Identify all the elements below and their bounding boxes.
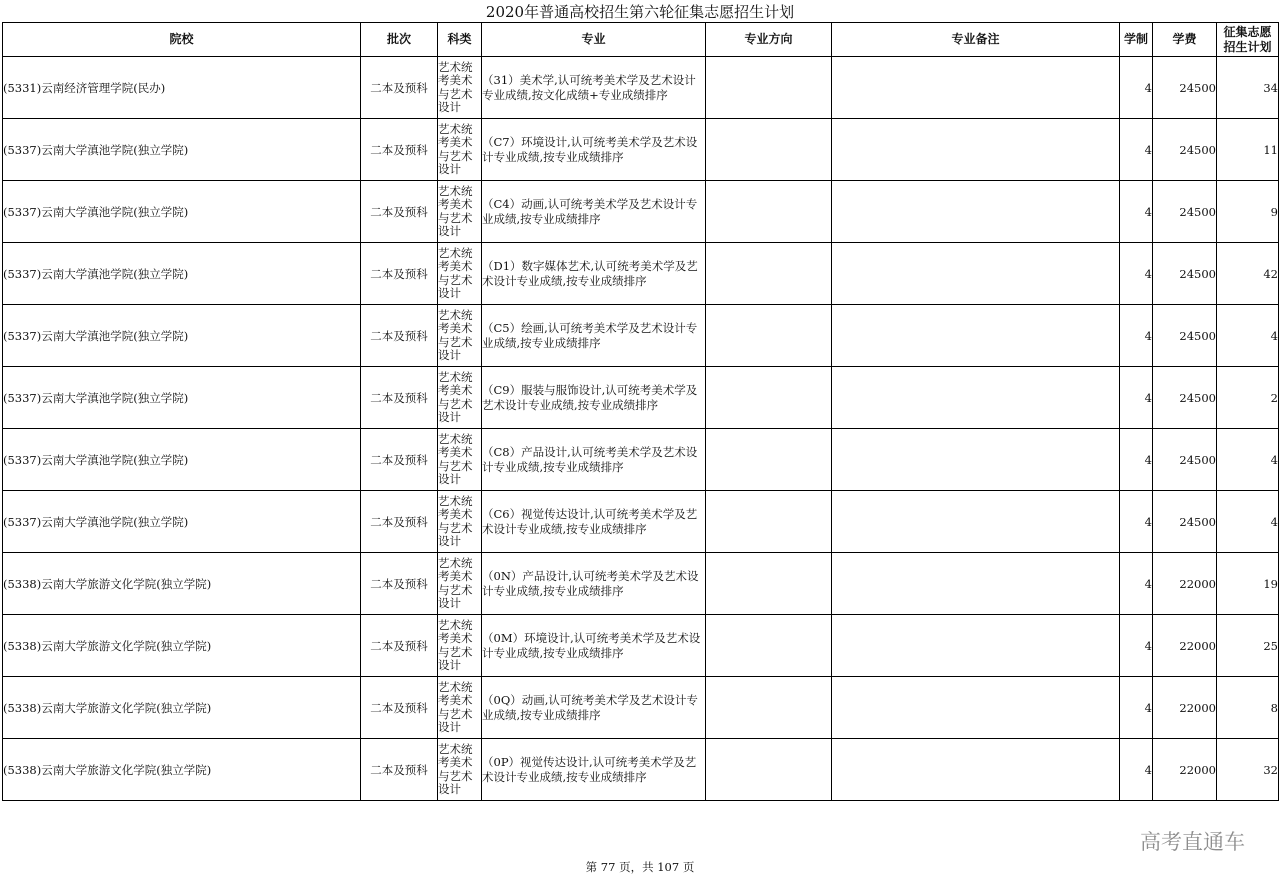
cell-fee: 22000	[1153, 615, 1217, 677]
header-category: 科类	[438, 23, 482, 57]
cell-category: 艺术统考美术与艺术设计	[438, 367, 482, 429]
cell-duration: 4	[1120, 119, 1153, 181]
table-row	[3, 57, 1279, 119]
cell-direction	[706, 367, 832, 429]
cell-batch: 二本及预科	[361, 243, 438, 305]
cell-remarks	[832, 119, 1120, 181]
cell-major: （0P）视觉传达设计,认可统考美术学及艺术设计专业成绩,按专业成绩排序	[482, 739, 706, 801]
page-footer: 第 77 页，共 107 页	[585, 860, 695, 874]
cell-remarks	[832, 677, 1120, 739]
cell-duration: 4	[1120, 243, 1153, 305]
cell-batch: 二本及预科	[361, 553, 438, 615]
cell-remarks	[832, 305, 1120, 367]
cell-direction	[706, 305, 832, 367]
header-quota-line2: 招生计划	[1223, 39, 1272, 54]
cell-batch: 二本及预科	[361, 677, 438, 739]
cell-batch: 二本及预科	[361, 305, 438, 367]
cell-batch: 二本及预科	[361, 429, 438, 491]
cell-duration: 4	[1120, 677, 1153, 739]
cell-remarks	[832, 491, 1120, 553]
table-row	[3, 429, 1279, 491]
cell-quota: 4	[1217, 491, 1279, 553]
cell-category: 艺术统考美术与艺术设计	[438, 491, 482, 553]
cell-category: 艺术统考美术与艺术设计	[438, 243, 482, 305]
cell-school: (5331)云南经济管理学院(民办)	[3, 57, 361, 119]
cell-fee: 24500	[1153, 305, 1217, 367]
cell-quota: 19	[1217, 553, 1279, 615]
cell-duration: 4	[1120, 305, 1153, 367]
cell-batch: 二本及预科	[361, 491, 438, 553]
header-quota	[1217, 23, 1279, 57]
cell-remarks	[832, 739, 1120, 801]
cell-batch: 二本及预科	[361, 615, 438, 677]
cell-remarks	[832, 367, 1120, 429]
cell-quota: 25	[1217, 615, 1279, 677]
cell-school: (5337)云南大学滇池学院(独立学院)	[3, 119, 361, 181]
cell-category: 艺术统考美术与艺术设计	[438, 615, 482, 677]
cell-quota: 32	[1217, 739, 1279, 801]
cell-school: (5338)云南大学旅游文化学院(独立学院)	[3, 615, 361, 677]
watermark-logo-text: 高考直通车	[1140, 830, 1245, 854]
table-row	[3, 739, 1279, 801]
cell-direction	[706, 57, 832, 119]
cell-remarks	[832, 181, 1120, 243]
cell-remarks	[832, 57, 1120, 119]
cell-duration: 4	[1120, 57, 1153, 119]
cell-duration: 4	[1120, 367, 1153, 429]
table-header-row	[3, 23, 1279, 57]
cell-category: 艺术统考美术与艺术设计	[438, 119, 482, 181]
cell-duration: 4	[1120, 491, 1153, 553]
header-fee: 学费	[1153, 23, 1217, 57]
cell-fee: 22000	[1153, 739, 1217, 801]
header-duration: 学制	[1120, 23, 1153, 57]
admission-plan-table	[2, 22, 1279, 801]
cell-remarks	[832, 553, 1120, 615]
cell-quota: 2	[1217, 367, 1279, 429]
cell-direction	[706, 181, 832, 243]
cell-school: (5338)云南大学旅游文化学院(独立学院)	[3, 739, 361, 801]
cell-major: （C5）绘画,认可统考美术学及艺术设计专业成绩,按专业成绩排序	[482, 305, 706, 367]
table-row	[3, 305, 1279, 367]
cell-direction	[706, 429, 832, 491]
cell-batch: 二本及预科	[361, 367, 438, 429]
header-batch: 批次	[361, 23, 438, 57]
cell-fee: 24500	[1153, 491, 1217, 553]
cell-major: （D1）数字媒体艺术,认可统考美术学及艺术设计专业成绩,按专业成绩排序	[482, 243, 706, 305]
cell-batch: 二本及预科	[361, 57, 438, 119]
cell-duration: 4	[1120, 615, 1153, 677]
table-row	[3, 119, 1279, 181]
table-row	[3, 181, 1279, 243]
cell-remarks	[832, 243, 1120, 305]
cell-major: （C4）动画,认可统考美术学及艺术设计专业成绩,按专业成绩排序	[482, 181, 706, 243]
table-row	[3, 367, 1279, 429]
cell-direction	[706, 677, 832, 739]
cell-fee: 24500	[1153, 119, 1217, 181]
cell-category: 艺术统考美术与艺术设计	[438, 305, 482, 367]
header-quota-line1: 征集志愿	[1223, 24, 1272, 39]
cell-fee: 24500	[1153, 367, 1217, 429]
cell-major: （C7）环境设计,认可统考美术学及艺术设计专业成绩,按专业成绩排序	[482, 119, 706, 181]
cell-direction	[706, 491, 832, 553]
table-row	[3, 491, 1279, 553]
cell-quota: 4	[1217, 305, 1279, 367]
cell-duration: 4	[1120, 553, 1153, 615]
table-row	[3, 553, 1279, 615]
cell-fee: 24500	[1153, 57, 1217, 119]
cell-quota: 4	[1217, 429, 1279, 491]
cell-school: (5337)云南大学滇池学院(独立学院)	[3, 305, 361, 367]
cell-batch: 二本及预科	[361, 181, 438, 243]
cell-major: （0Q）动画,认可统考美术学及艺术设计专业成绩,按专业成绩排序	[482, 677, 706, 739]
cell-direction	[706, 243, 832, 305]
cell-major: （0M）环境设计,认可统考美术学及艺术设计专业成绩,按专业成绩排序	[482, 615, 706, 677]
cell-remarks	[832, 429, 1120, 491]
cell-fee: 24500	[1153, 429, 1217, 491]
cell-category: 艺术统考美术与艺术设计	[438, 181, 482, 243]
cell-major: （C8）产品设计,认可统考美术学及艺术设计专业成绩,按专业成绩排序	[482, 429, 706, 491]
cell-category: 艺术统考美术与艺术设计	[438, 739, 482, 801]
cell-quota: 9	[1217, 181, 1279, 243]
cell-batch: 二本及预科	[361, 739, 438, 801]
cell-school: (5337)云南大学滇池学院(独立学院)	[3, 243, 361, 305]
cell-batch: 二本及预科	[361, 119, 438, 181]
header-direction: 专业方向	[706, 23, 832, 57]
cell-quota: 11	[1217, 119, 1279, 181]
cell-fee: 24500	[1153, 181, 1217, 243]
table-row	[3, 243, 1279, 305]
cell-quota: 8	[1217, 677, 1279, 739]
cell-fee: 24500	[1153, 243, 1217, 305]
cell-fee: 22000	[1153, 553, 1217, 615]
page-title: 2020年普通高校招生第六轮征集志愿招生计划	[485, 3, 795, 21]
cell-category: 艺术统考美术与艺术设计	[438, 57, 482, 119]
cell-direction	[706, 119, 832, 181]
table-row	[3, 615, 1279, 677]
cell-major: （C9）服装与服饰设计,认可统考美术学及艺术设计专业成绩,按专业成绩排序	[482, 367, 706, 429]
cell-category: 艺术统考美术与艺术设计	[438, 553, 482, 615]
cell-school: (5338)云南大学旅游文化学院(独立学院)	[3, 677, 361, 739]
cell-major: （0N）产品设计,认可统考美术学及艺术设计专业成绩,按专业成绩排序	[482, 553, 706, 615]
cell-direction	[706, 615, 832, 677]
cell-school: (5337)云南大学滇池学院(独立学院)	[3, 367, 361, 429]
cell-category: 艺术统考美术与艺术设计	[438, 429, 482, 491]
header-remarks: 专业备注	[832, 23, 1120, 57]
cell-direction	[706, 739, 832, 801]
cell-school: (5337)云南大学滇池学院(独立学院)	[3, 429, 361, 491]
cell-major: （31）美术学,认可统考美术学及艺术设计专业成绩,按文化成绩+专业成绩排序	[482, 57, 706, 119]
cell-quota: 42	[1217, 243, 1279, 305]
cell-duration: 4	[1120, 429, 1153, 491]
cell-school: (5337)云南大学滇池学院(独立学院)	[3, 181, 361, 243]
cell-quota: 34	[1217, 57, 1279, 119]
table-row	[3, 677, 1279, 739]
cell-remarks	[832, 615, 1120, 677]
cell-fee: 22000	[1153, 677, 1217, 739]
cell-school: (5338)云南大学旅游文化学院(独立学院)	[3, 553, 361, 615]
cell-major: （C6）视觉传达设计,认可统考美术学及艺术设计专业成绩,按专业成绩排序	[482, 491, 706, 553]
header-major: 专业	[482, 23, 706, 57]
cell-direction	[706, 553, 832, 615]
cell-category: 艺术统考美术与艺术设计	[438, 677, 482, 739]
cell-school: (5337)云南大学滇池学院(独立学院)	[3, 491, 361, 553]
header-school: 院校	[3, 23, 361, 57]
cell-duration: 4	[1120, 181, 1153, 243]
cell-duration: 4	[1120, 739, 1153, 801]
